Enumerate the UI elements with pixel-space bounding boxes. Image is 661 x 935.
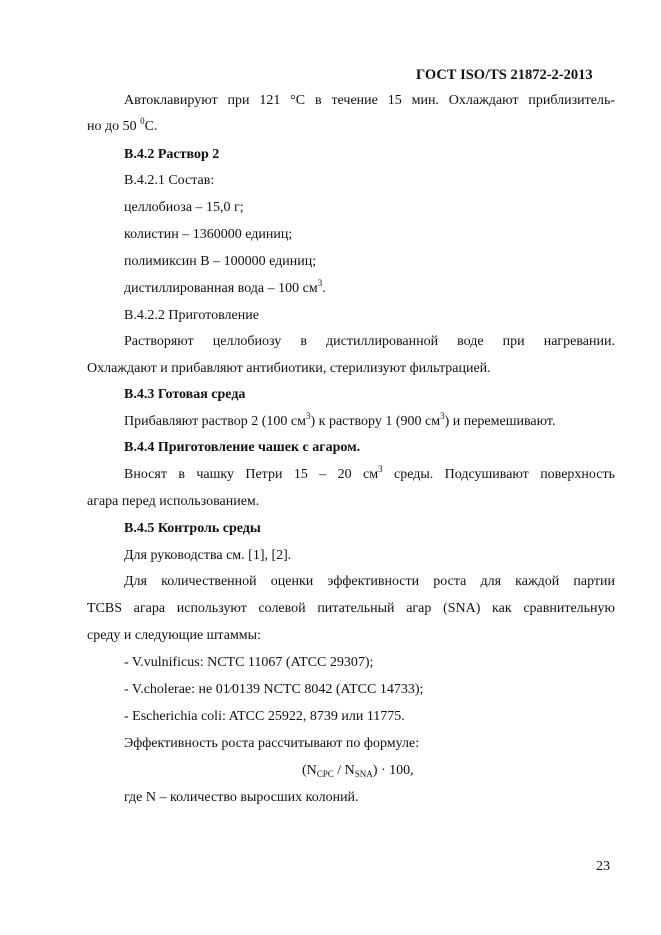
ready-medium-text: Прибавляют раствор 2 (100 $см^3$) к раствору 1 (900 $см^3$) и перемешивают.: [124, 411, 556, 429]
preparation-line-1: Растворяют целлобиозу в дистиллированной воде при нагревании.: [124, 334, 615, 349]
standard-header: ГОСТ ISO/TS 21872-2-2013: [416, 67, 593, 83]
preparation-title: B.4.2.2 Приготовление: [124, 308, 259, 323]
strain-item: - Escherichia coli: ATCC 25922, 8739 или 11775.: [124, 709, 405, 724]
composition-item: колистин – 1360000 единиц;: [124, 227, 293, 242]
agar-plates-line-1: Вносят в чашку Петри 15 – 20 $см^3$ среды. Подсушивают поверхность: [124, 464, 615, 482]
efficiency-formula: $(N_{CPC} / N_{SNA}) \cdot 100$,: [302, 763, 414, 779]
autoclave-line-2: но до 50 $^0$С.: [87, 116, 158, 134]
guidance-reference: Для руководства см. [1], [2].: [124, 548, 292, 563]
composition-item: целлобиоза – 15,0 г;: [124, 200, 244, 215]
strain-item: - V.cholerae: не 01⁄0139 NCTC 8042 (ATCC 14733);: [124, 682, 424, 697]
preparation-line-2: Охлаждают и прибавляют антибиотики, стерилизуют фильтрацией.: [87, 361, 491, 376]
composition-item: полимиксин В – 100000 единиц;: [124, 254, 317, 269]
section-b43-heading: B.4.3 Готовая среда: [124, 387, 246, 402]
agar-plates-line-2: агара перед использованием.: [87, 494, 260, 509]
section-b44-heading: B.4.4 Приготовление чашек с агаром.: [124, 440, 361, 455]
autoclave-line-1: Автоклавируют при 121 °С в течение 15 мин. Охлаждают приблизитель-: [124, 93, 615, 108]
section-b42-heading: B.4.2 Раствор 2: [124, 147, 220, 162]
control-para-line-2: TCBS агара используют солевой питательный агар (SNA) как сравнительную: [87, 601, 615, 616]
formula-definition: где N – количество выросших колоний.: [124, 790, 359, 805]
composition-item-water: дистиллированная вода – 100 $см^3$.: [124, 278, 326, 296]
section-b45-heading: B.4.5 Контроль среды: [124, 521, 261, 536]
control-para-line-3: среду и следующие штаммы:: [87, 628, 261, 643]
control-para-line-1: Для количественной оценки эффективности роста для каждой партии: [124, 574, 615, 589]
strain-item: - V.vulnificus: NCTC 11067 (ATCC 29307);: [124, 655, 374, 670]
page-number: 23: [596, 859, 610, 874]
composition-title: B.4.2.1 Состав:: [124, 173, 215, 188]
efficiency-intro: Эффективность роста рассчитывают по формуле:: [124, 736, 420, 751]
